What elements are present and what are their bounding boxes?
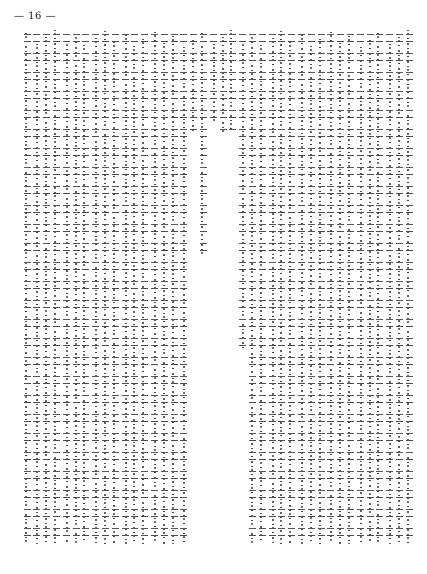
text-column	[179, 30, 188, 544]
text-column	[395, 30, 404, 544]
text-column	[297, 30, 306, 544]
text-column	[91, 30, 100, 544]
text-column	[238, 30, 247, 349]
text-column	[385, 30, 394, 544]
text-column	[189, 30, 198, 133]
text-column	[336, 30, 345, 544]
text-column	[62, 30, 71, 544]
text-column	[268, 30, 277, 544]
text-column	[23, 30, 32, 544]
text-column	[258, 30, 267, 544]
text-column	[277, 30, 286, 544]
text-column	[170, 30, 179, 544]
text-column	[130, 30, 139, 544]
text-column	[375, 30, 384, 544]
text-column	[160, 30, 169, 544]
text-column	[248, 30, 257, 544]
text-column	[405, 30, 414, 544]
text-column	[32, 30, 41, 544]
text-column	[150, 30, 159, 544]
text-column	[219, 30, 228, 133]
text-column	[121, 30, 130, 544]
text-column	[228, 30, 237, 133]
text-column	[346, 30, 355, 544]
text-column	[199, 30, 208, 256]
text-column	[307, 30, 316, 544]
text-column	[111, 30, 120, 544]
text-column	[366, 30, 375, 544]
text-column	[317, 30, 326, 544]
page-number: — 16 —	[14, 11, 57, 22]
text-column	[209, 30, 218, 123]
text-column	[81, 30, 90, 544]
text-column	[52, 30, 61, 544]
text-column	[287, 30, 296, 544]
text-column	[140, 30, 149, 544]
text-column	[356, 30, 365, 544]
text-column	[72, 30, 81, 544]
text-column	[42, 30, 51, 544]
text-column	[326, 30, 335, 544]
text-column	[101, 30, 110, 544]
vertical-script-text-block	[22, 30, 414, 544]
